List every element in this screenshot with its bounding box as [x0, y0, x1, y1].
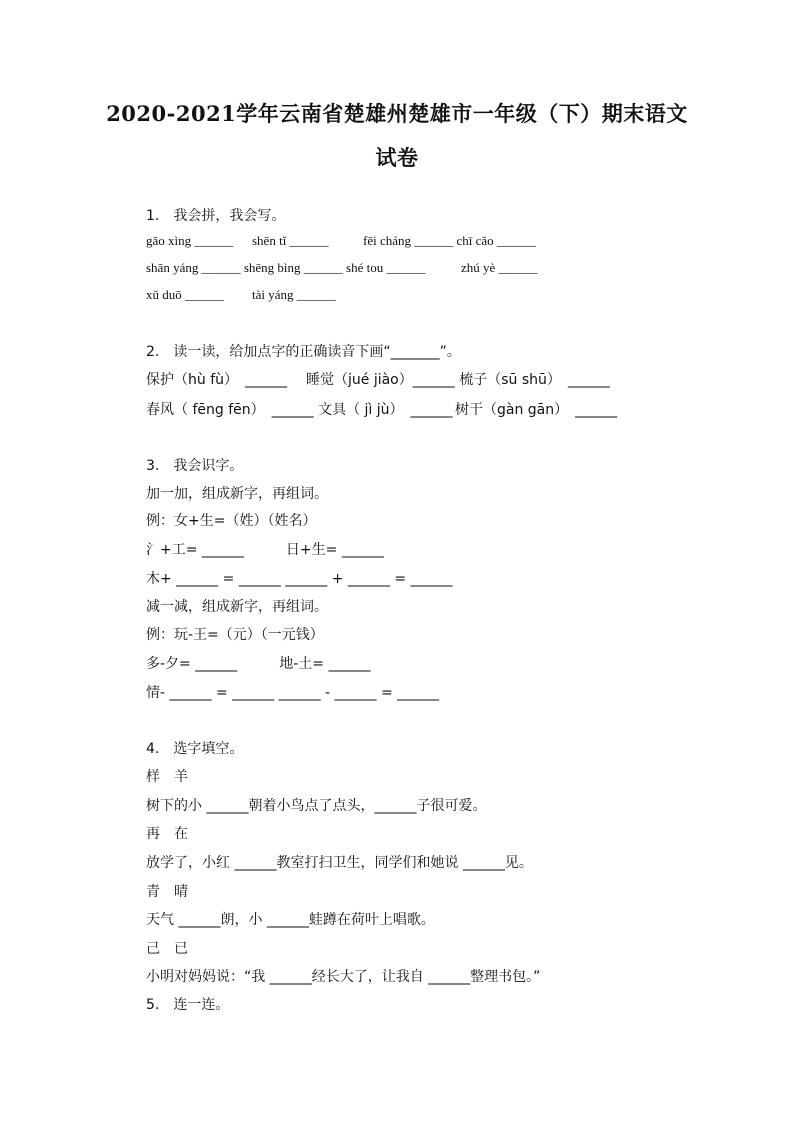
- q4-heading: 4. 选字填空。: [146, 741, 244, 757]
- q1-item: gāo xìng ______: [146, 233, 234, 248]
- exam-title-line1: 2020-2021学年云南省楚雄州楚雄市一年级（下）期末语文: [106, 101, 688, 126]
- q1-item: zhú yè ______: [461, 260, 538, 275]
- q3-line: 加一加，组成新字，再组词。: [146, 486, 328, 502]
- q2-item: 树干（gàn gān） ______: [455, 402, 618, 418]
- q4-line: 己 已: [146, 941, 188, 957]
- q2-heading: 2. 读一读，给加点字的正确读音下画“_______”。: [146, 344, 461, 360]
- q4-line: 天气 ______朗，小 ______蛙蹲在荷叶上唱歌。: [146, 912, 435, 928]
- q2-item: 春风（ fēng fēn） ______ 文具（ jì jù） ______: [146, 402, 453, 418]
- q4-line: 青 晴: [146, 884, 188, 900]
- q4-line: 放学了，小红 ______教室打扫卫生，同学们和她说 ______见。: [146, 855, 533, 871]
- q1-item: fēi cháng ______ chī cǎo ______: [363, 233, 536, 248]
- q3-line: 氵+工= ______ 日+生= ______: [146, 542, 384, 558]
- q3-line: 例：玩-王=（元）（一元钱）: [146, 627, 324, 643]
- q2-item: 保护（hù fù） ______: [146, 372, 287, 388]
- q1-heading: 1. 我会拼，我会写。: [146, 208, 286, 224]
- q2-item: 睡觉（jué jiào）______ 梳子（sū shū） ______: [306, 372, 610, 388]
- q1-item: xǔ duō ______: [146, 287, 224, 302]
- q4-line: 样 羊: [146, 769, 188, 785]
- q3-line: 木+ ______ = ______ ______ + ______ = ______: [146, 571, 453, 587]
- q5-heading: 5. 连一连。: [146, 997, 230, 1013]
- q3-heading: 3. 我会识字。: [146, 458, 244, 474]
- exam-title-line2: 试卷: [375, 145, 419, 170]
- q1-item: tài yáng ______: [252, 287, 336, 302]
- q1-item: shēn tǐ ______: [252, 233, 329, 248]
- q1-item: shān yáng ______ shēng bìng ______ shé tou ______: [146, 260, 426, 275]
- q4-line: 树下的小 ______朝着小鸟点了点头，______子很可爱。: [146, 798, 487, 814]
- q4-line: 再 在: [146, 826, 188, 842]
- q4-line: 小明对妈妈说：“我 ______经长大了，让我自 ______整理书包。”: [146, 969, 541, 985]
- q3-line: 情- ______ = ______ ______ - ______ = ______: [146, 685, 440, 701]
- q3-line: 例：女+生=（姓）（姓名）: [146, 513, 317, 529]
- q3-line: 多-夕= ______ 地-土= ______: [146, 656, 371, 672]
- q3-line: 减一减，组成新字，再组词。: [146, 599, 328, 615]
